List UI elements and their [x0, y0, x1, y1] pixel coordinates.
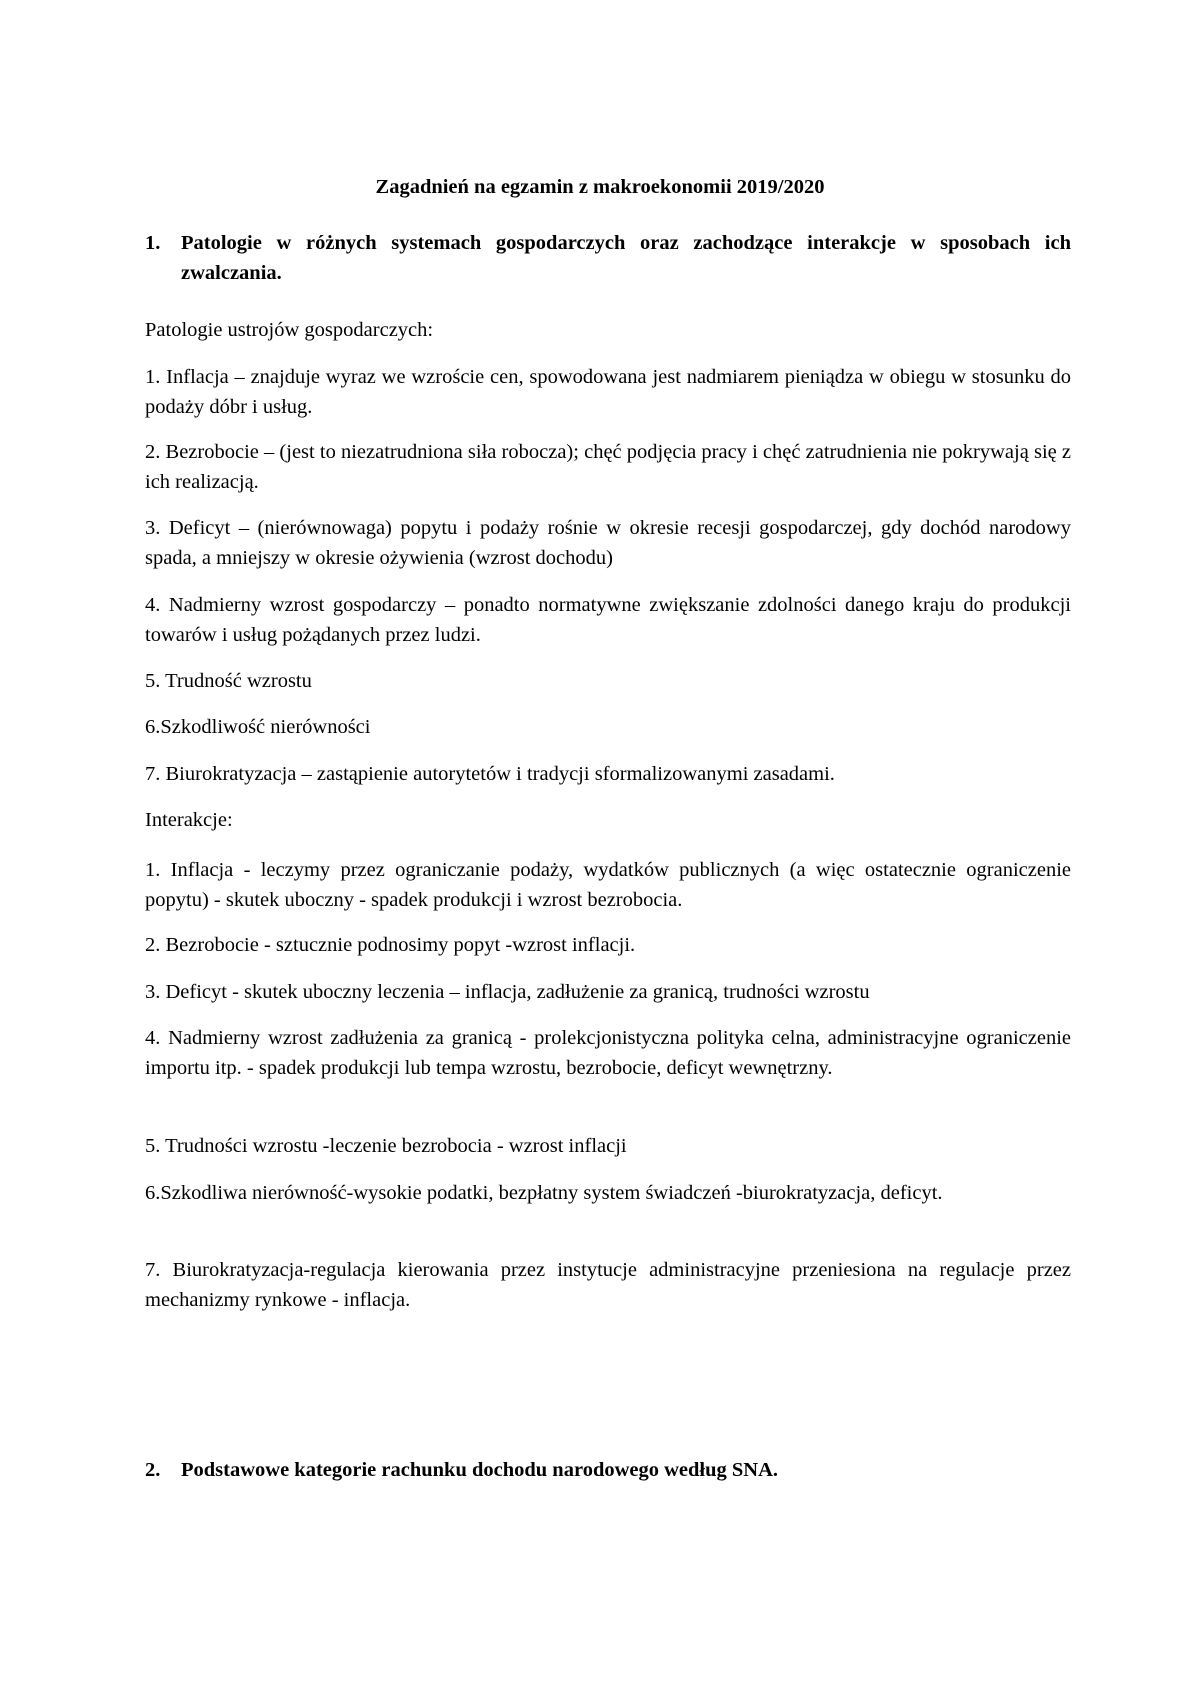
- section-heading-1: [145, 228, 1071, 288]
- paragraph-inflation: 1. Inflacja – znajduje wyraz we wzroście cen, spowodowana jest nadmiarem pieniądza w obiegu w stosunku do podaży dóbr i usług.: [145, 366, 1071, 418]
- paragraph-deficit: 3. Deficyt – (nierównowaga) popytu i podaży rośnie w okresie recesji gospodarczej, gdy dochód narodowy spada, a mniejszy w okresie ożywienia (wzrost dochodu): [145, 517, 1071, 569]
- paragraph-interaction-inflation: 1. Inflacja - leczymy przez ograniczanie podaży, wydatków publicznych (a więc ostatecznie ograniczenie popytu) - skutek uboczny - spadek produkcji i wzrost bezrobocia.: [145, 859, 1071, 911]
- paragraph-growth-difficulty: 5. Trudność wzrostu: [145, 670, 312, 692]
- paragraph-interaction-growth-difficulty: 5. Trudności wzrostu -leczenie bezrobocia - wzrost inflacji: [145, 1135, 627, 1157]
- paragraph-interaction-bureaucratization: 7. Biurokratyzacja-regulacja kierowania przez instytucje administracyjne przeniesiona na regulacje przez mechanizmy rynkowe - inflacja.: [145, 1259, 1071, 1311]
- paragraph-excessive-growth: 4. Nadmierny wzrost gospodarczy – ponadto normatywne zwiększanie zdolności danego kraju do produkcji towarów i usług pożądanych przez ludzi.: [145, 594, 1071, 646]
- paragraph-pathologies-intro: Patologie ustrojów gospodarczych:: [145, 319, 434, 341]
- section-heading-text: Patologie w różnych systemach gospodarczych oraz zachodzące interakcje w sposobach ich zwalczania.: [181, 232, 1071, 284]
- paragraph-bureaucratization: 7. Biurokratyzacja – zastąpienie autorytetów i tradycji sformalizowanymi zasadami.: [145, 763, 835, 785]
- section-heading-2: [145, 1455, 1071, 1485]
- document-title: Zagadnień na egzamin z makroekonomii 2019/2020: [375, 176, 825, 198]
- paragraph-interaction-inequality: 6.Szkodliwa nierówność-wysokie podatki, bezpłatny system świadczeń -biurokratyzacja, deficyt.: [145, 1182, 943, 1204]
- section-number: 1.: [145, 232, 161, 254]
- paragraph-interaction-unemployment: 2. Bezrobocie - sztucznie podnosimy popyt -wzrost inflacji.: [145, 934, 636, 956]
- section-heading-text: Podstawowe kategorie rachunku dochodu narodowego według SNA.: [181, 1459, 779, 1481]
- paragraph-unemployment: 2. Bezrobocie – (jest to niezatrudniona siła robocza); chęć podjęcia pracy i chęć zatrudnienia nie pokrywają się z ich realizacją.: [145, 441, 1071, 493]
- paragraph-interaction-excessive-debt: 4. Nadmierny wzrost zadłużenia za granicą - prolekcjonistyczna polityka celna, administracyjne ograniczenie importu itp. - spadek produkcji lub tempa wzrostu, bezrobocie, deficyt wewnętrzny.: [145, 1027, 1071, 1079]
- section-number: 2.: [145, 1459, 161, 1481]
- paragraph-interactions-intro: Interakcje:: [145, 809, 233, 831]
- paragraph-inequality: 6.Szkodliwość nierówności: [145, 716, 371, 738]
- paragraph-interaction-deficit: 3. Deficyt - skutek uboczny leczenia – inflacja, zadłużenie za granicą, trudności wzrostu: [145, 981, 870, 1003]
